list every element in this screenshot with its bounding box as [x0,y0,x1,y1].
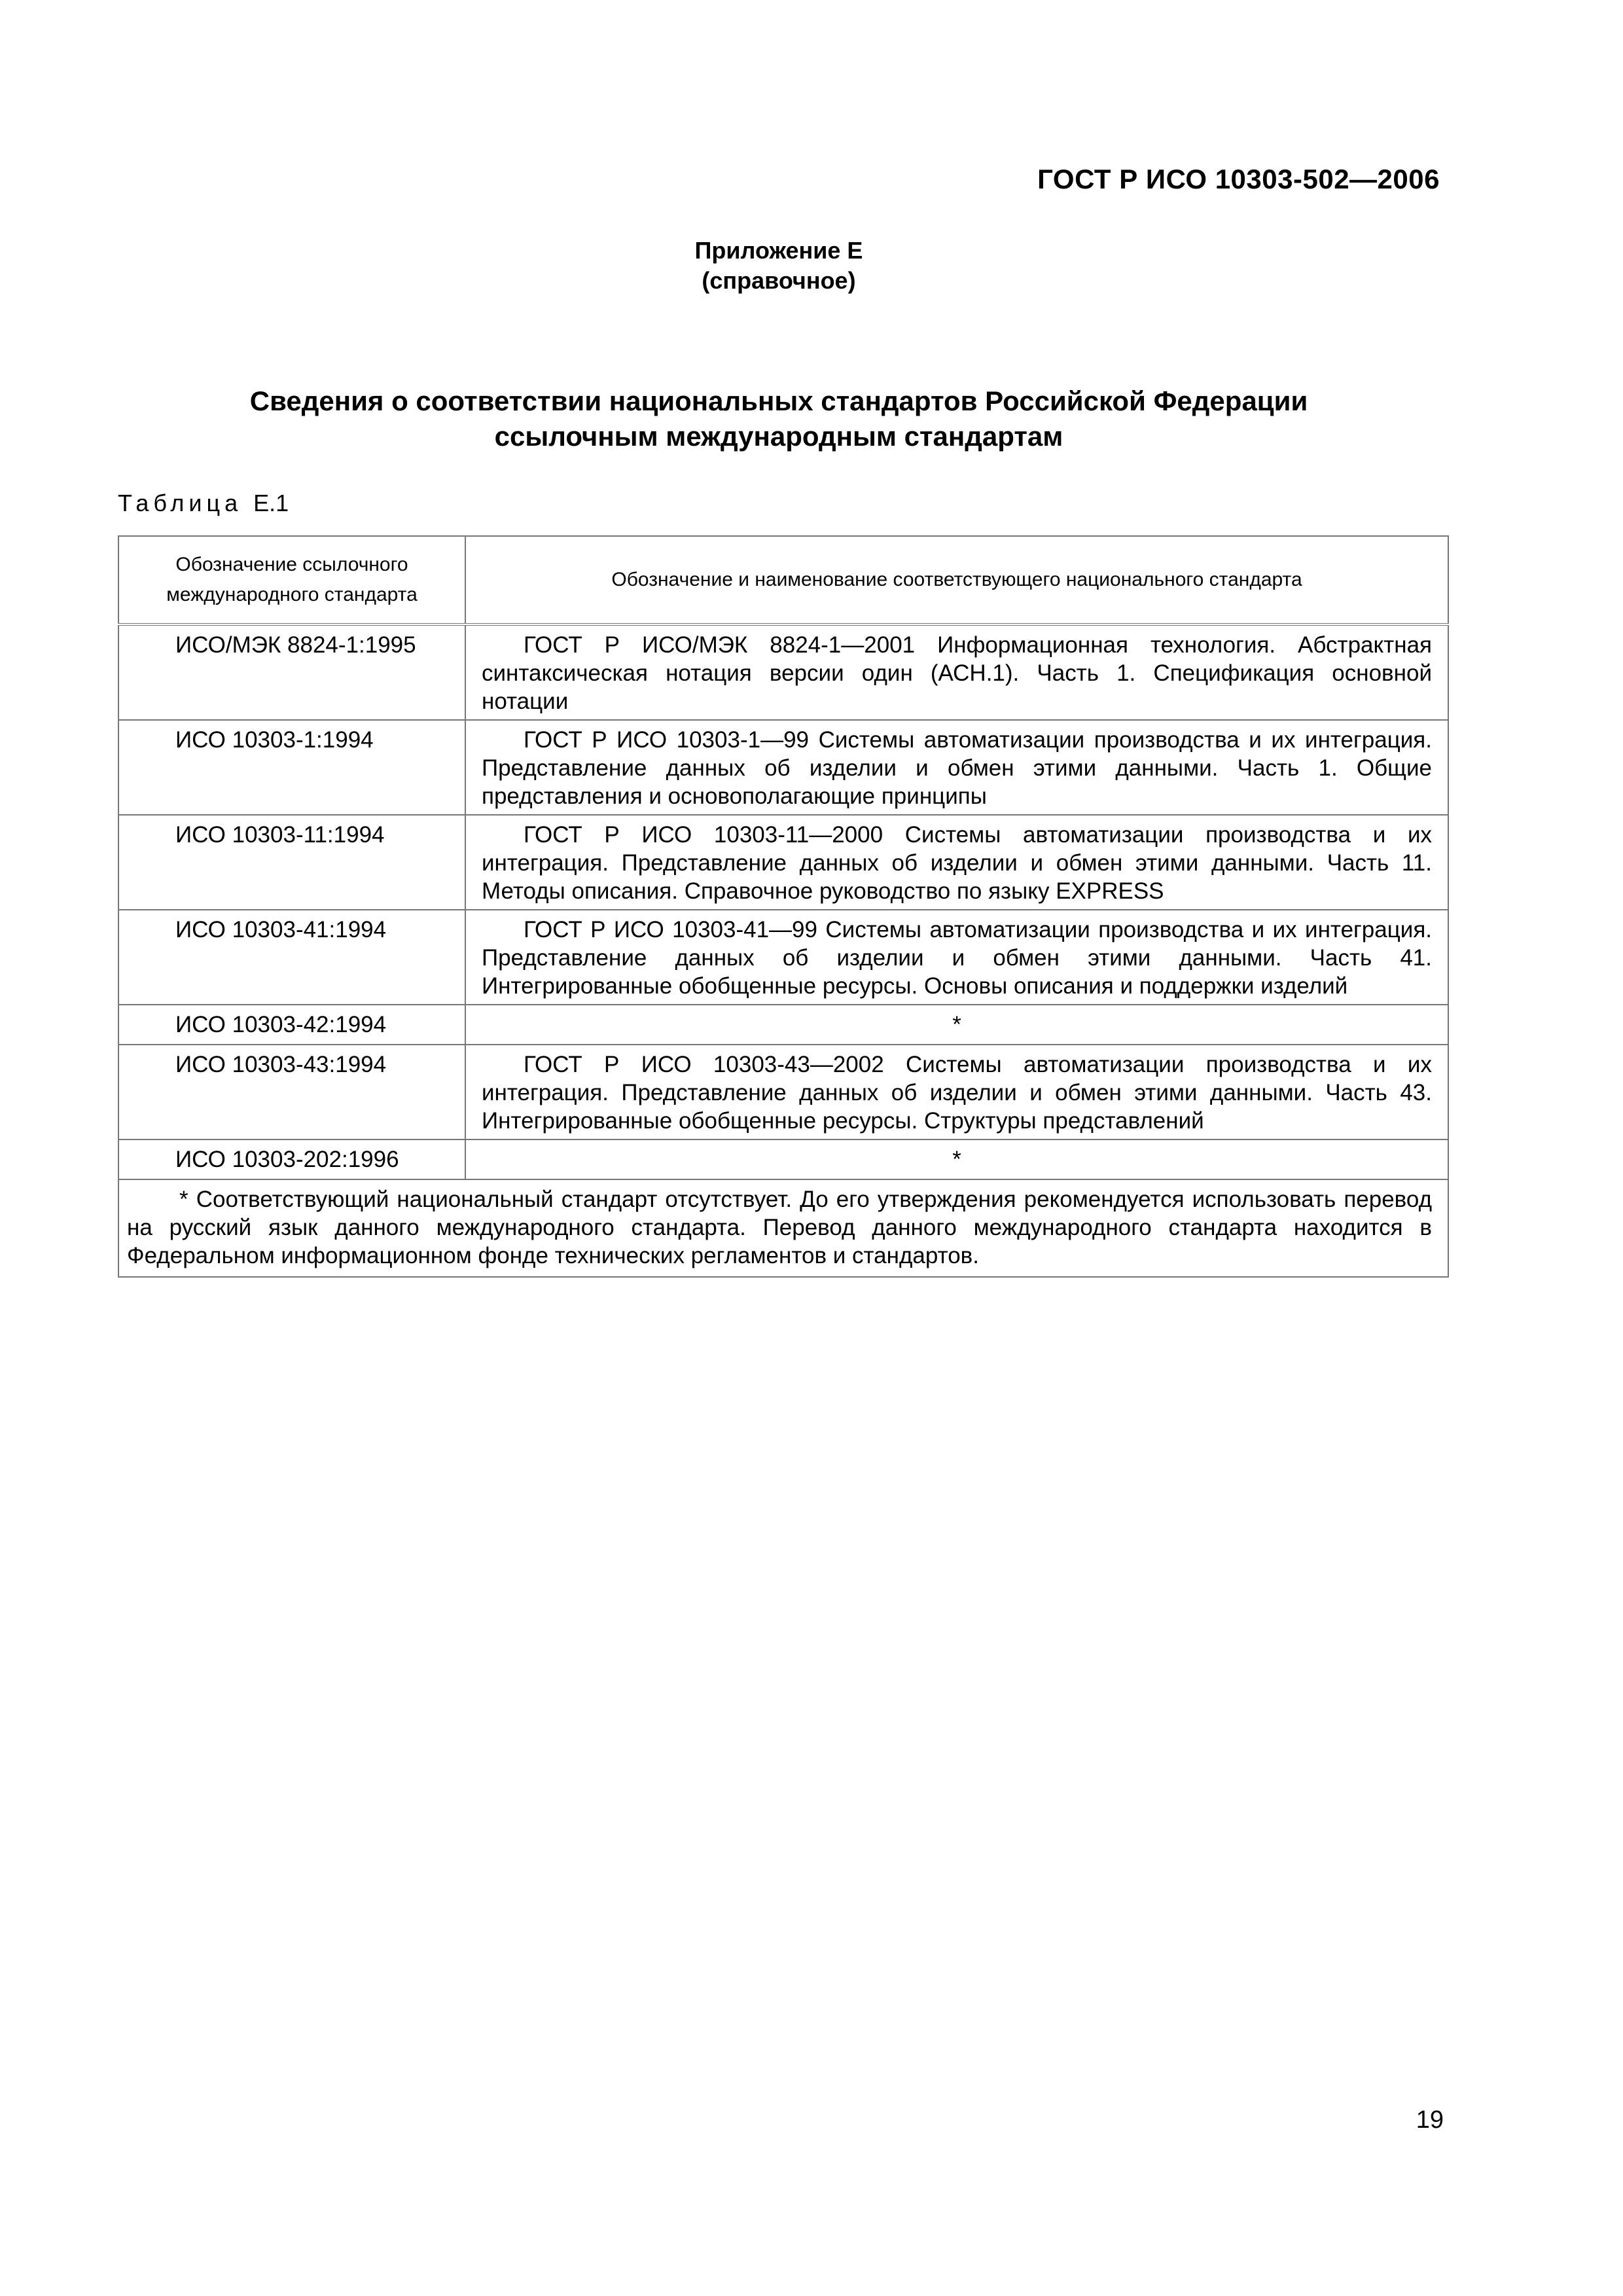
table-header-row [118,536,1448,624]
national-standard-absent-marker: * [465,1005,1448,1045]
international-standard-cell: ИСО 10303-41:1994 [118,910,465,1005]
national-standard-cell [465,815,1448,910]
page-number: 19 [1416,2106,1444,2134]
table-row [118,1045,1448,1139]
national-standard-cell [465,624,1448,720]
document-code: ГОСТ Р ИСО 10303-502—2006 [1037,164,1440,194]
column-header-international: Обозначение ссылочного международного стандарта [118,536,465,624]
national-standard-text: ГОСТ Р ИСО/МЭК 8824-1—2001 Информационная технология. Абстрактная синтаксическая нотация версии один (АСН.1). Часть 1. Спецификация основной нотации [482,632,1432,714]
section-title-line-1: Сведения о соответствии национальных стандартов Российской Федерации [249,386,1308,416]
table-row [118,910,1448,1005]
national-standard-cell [465,720,1448,815]
national-standard-text: ГОСТ Р ИСО 10303-43—2002 Системы автоматизации производства и их интеграция. Представление данных об изделии и обмен этими данными. Часть 43. Интегрированные обобщенные ресурсы. Структуры представлений [482,1052,1432,1134]
international-standard-cell: ИСО/МЭК 8824-1:1995 [118,624,465,720]
table-row [118,815,1448,910]
national-standard-cell [465,910,1448,1005]
table-footnote-row [118,1179,1448,1277]
standards-correspondence-table [118,535,1449,1278]
section-title [118,384,1440,454]
international-standard-cell: ИСО 10303-42:1994 [118,1005,465,1045]
appendix-heading [0,236,1558,296]
table-row [118,1005,1448,1045]
international-standard-cell: ИСО 10303-1:1994 [118,720,465,815]
appendix-kind: (справочное) [702,267,856,294]
appendix-title: Приложение Е [694,237,863,264]
table-row [118,1139,1448,1179]
column-header-national: Обозначение и наименование соответствующего национального стандарта [465,536,1448,624]
table-caption [118,490,289,517]
international-standard-cell: ИСО 10303-202:1996 [118,1139,465,1179]
table-caption-number: Е.1 [253,490,289,516]
table-caption-label: Таблица [118,490,243,516]
table-footnote: * Соответствующий национальный стандарт отсутствует. До его утверждения рекомендуется использовать перевод на русский язык данного международного стандарта. Перевод данного международного стандарта находится в Федеральном информационном фонде технических регламентов и стандартов. [127,1187,1432,1268]
table-footnote-cell [118,1179,1448,1277]
table-row [118,624,1448,720]
section-title-line-2: ссылочным международным стандартам [494,421,1063,452]
table-row [118,720,1448,815]
national-standard-text: ГОСТ Р ИСО 10303-41—99 Системы автоматизации производства и их интеграция. Представление данных об изделии и обмен этими данными. Часть 41. Интегрированные обобщенные ресурсы. Основы описания и поддержки изделий [482,917,1432,999]
national-standard-cell [465,1045,1448,1139]
national-standard-text: ГОСТ Р ИСО 10303-1—99 Системы автоматизации производства и их интеграция. Представление данных об изделии и обмен этими данными. Часть 1. Общие представления и основополагающие принципы [482,727,1432,809]
international-standard-cell: ИСО 10303-11:1994 [118,815,465,910]
national-standard-text: ГОСТ Р ИСО 10303-11—2000 Системы автоматизации производства и их интеграция. Представление данных об изделии и обмен этими данными. Часть 11. Методы описания. Справочное руководство по языку EXPRESS [482,822,1432,904]
national-standard-absent-marker: * [465,1139,1448,1179]
international-standard-cell: ИСО 10303-43:1994 [118,1045,465,1139]
